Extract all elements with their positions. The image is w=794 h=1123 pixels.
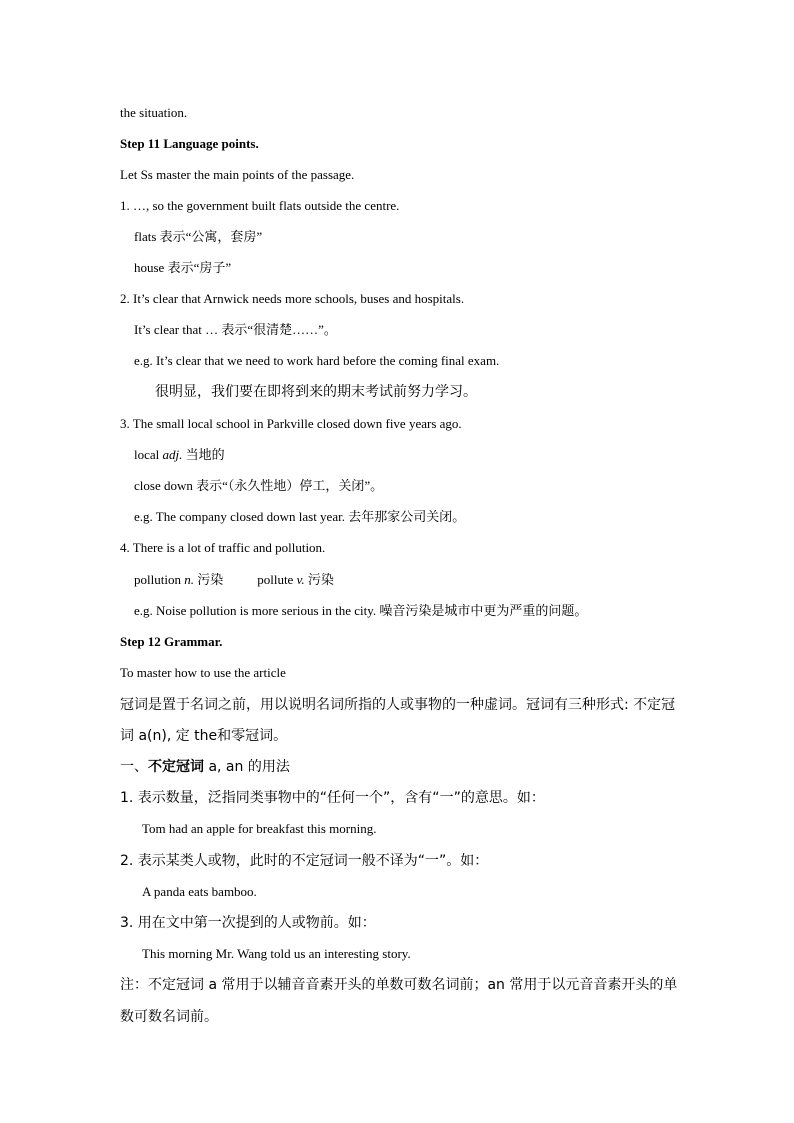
paragraph-line: 词 a(n), 定 the和零冠词。	[120, 728, 288, 744]
usage-item-2: 2. 表示某类人或物，此时的不定冠词一般不译为“一”。如：	[120, 853, 489, 869]
step-12-heading: Step 12 Grammar.	[120, 634, 223, 649]
section-heading: 一、不定冠词 a, an 的用法	[120, 759, 290, 775]
example-line: This morning Mr. Wang told us an interesting story.	[142, 946, 411, 961]
text-line: It’s clear that … 表示“很清楚……”。	[134, 322, 337, 337]
text-line: the situation.	[120, 105, 188, 120]
example-line: e.g. It’s clear that we need to work hard before the coming final exam.	[134, 353, 500, 368]
usage-item-3: 3. 用在文中第一次提到的人或物前。如：	[120, 915, 376, 931]
translation-line: 很明显，我们要在即将到来的期末考试前努力学习。	[155, 384, 477, 400]
text-line: house 表示“房子”	[134, 260, 232, 275]
text-line: Let Ss master the main points of the passage.	[120, 167, 355, 182]
text-line: local adj. 当地的	[134, 447, 225, 462]
text-line: To master how to use the article	[120, 665, 286, 680]
example-line: Tom had an apple for breakfast this morning.	[142, 821, 377, 836]
language-point-3: 3. The small local school in Parkville closed down five years ago.	[120, 416, 462, 431]
example-line: e.g. Noise pollution is more serious in the city. 噪音污染是城市中更为严重的问题。	[134, 603, 588, 618]
text-line: flats 表示“公寓，套房”	[134, 229, 263, 244]
note-line: 注：不定冠词 a 常用于以辅音音素开头的单数可数名词前；an 常用于以元音音素开头的单	[120, 977, 678, 993]
paragraph-line: 冠词是置于名词之前，用以说明名词所指的人或事物的一种虚词。冠词有三种形式: 不定冠	[120, 697, 676, 713]
note-line: 数可数名词前。	[120, 1009, 218, 1025]
language-point-1: 1. …, so the government built flats outside the centre.	[120, 198, 400, 213]
example-line: A panda eats bamboo.	[142, 884, 257, 899]
step-11-heading: Step 11 Language points.	[120, 136, 259, 151]
text-line: close down 表示“（永久性地）停工，关闭”。	[134, 478, 384, 493]
language-point-2: 2. It’s clear that Arnwick needs more schools, buses and hospitals.	[120, 291, 465, 306]
example-line: e.g. The company closed down last year. 去年那家公司关闭。	[134, 509, 466, 524]
language-point-4: 4. There is a lot of traffic and pollution.	[120, 540, 326, 555]
usage-item-1: 1. 表示数量，泛指同类事物中的“任何一个”，含有“一”的意思。如：	[120, 790, 545, 806]
text-line: pollution n. 污染 pollute v. 污染	[134, 572, 334, 587]
